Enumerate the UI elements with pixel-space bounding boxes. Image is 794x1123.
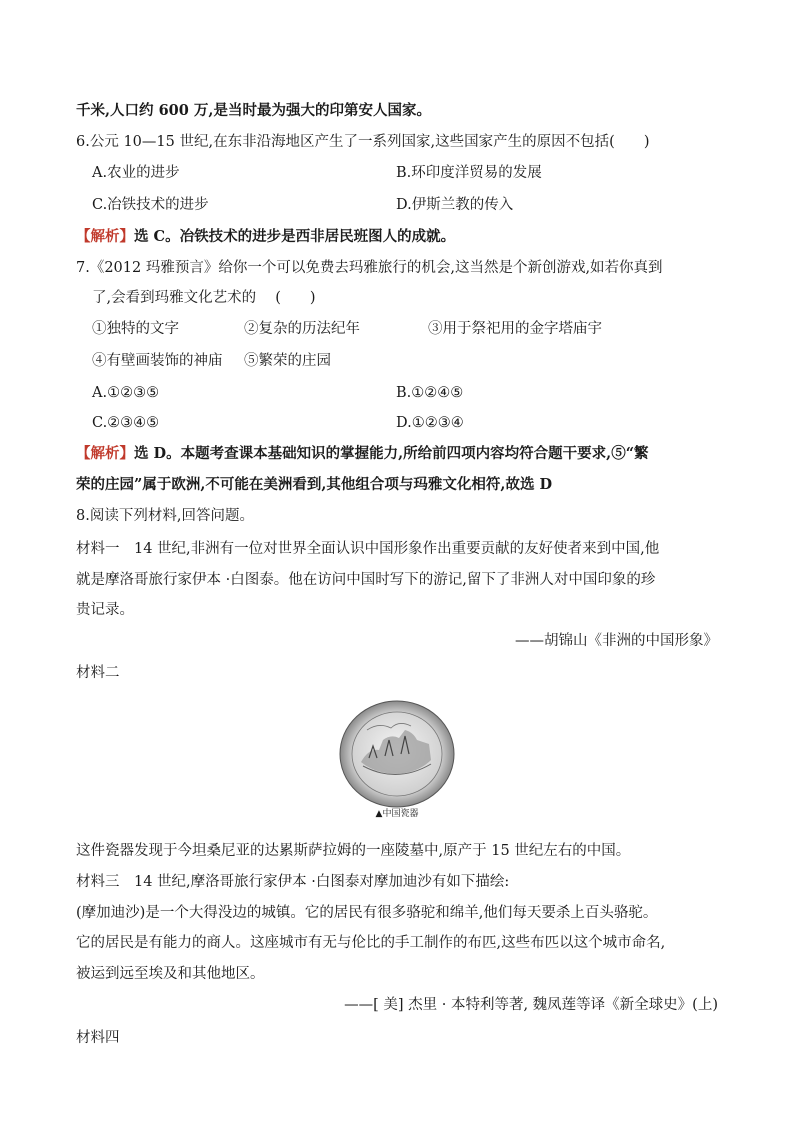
q6-analysis-text: 选 C。冶铁技术的进步是西非居民班图人的成就。 (134, 228, 456, 245)
analysis-tag: 【解析】 (76, 228, 134, 245)
q7-item-1: ①独特的文字 (92, 321, 179, 337)
material-3-line-2: (摩加迪沙)是一个大得没边的城镇。它的居民有很多骆驼和绵羊,他们每天要杀上百头骆驼。 (76, 905, 658, 921)
material-3-line-4: 被运到远至埃及和其他地区。 (76, 966, 265, 982)
question-7-stem-cont: 了,会看到玛雅文化艺术的 ( ) (92, 290, 316, 306)
q7-item-2: ②复杂的历法纪年 (244, 321, 360, 337)
q6-analysis (76, 226, 455, 248)
q7-analysis-text: 选 D。本题考查课本基础知识的掌握能力,所给前四项内容均符合题干要求,⑤“繁 (134, 445, 649, 462)
question-8-stem: 8.阅读下列材料,回答问题。 (76, 508, 254, 524)
q6-option-b: B.环印度洋贸易的发展 (396, 165, 542, 181)
material-3-source: ——[ 美] 杰里 · 本特利等著, 魏凤莲等译《新全球史》(上) (344, 997, 718, 1013)
q7-item-4: ④有壁画装饰的神庙 (92, 353, 223, 369)
material-3-line-3: 它的居民是有能力的商人。这座城市有无与伦比的手工制作的布匹,这些布匹以这个城市命名, (76, 935, 666, 951)
q7-option-d: D.①②③④ (396, 415, 464, 431)
material-2-text: 这件瓷器发现于今坦桑尼亚的达累斯萨拉姆的一座陵墓中,原产于 15 世纪左右的中国。 (76, 843, 631, 859)
continued-line: 千米,人口约 600 万,是当时最为强大的印第安人国家。 (76, 102, 431, 119)
q7-item-5: ⑤繁荣的庄园 (244, 353, 331, 369)
q6-option-d: D.伊斯兰教的传入 (396, 197, 514, 213)
q7-option-a: A.①②③⑤ (92, 385, 160, 401)
analysis-tag: 【解析】 (76, 445, 134, 462)
image-caption: ▲中国瓷器 (375, 809, 419, 819)
material-4-label: 材料四 (76, 1030, 120, 1046)
q6-option-c: C.冶铁技术的进步 (92, 197, 209, 213)
q7-analysis-cont: 荣的庄园”属于欧洲,不可能在美洲看到,其他组合项与玛雅文化相符,故选 D (76, 476, 553, 493)
question-6-stem: 6.公元 10—15 世纪,在东非沿海地区产生了一系列国家,这些国家产生的原因不包括( ) (76, 134, 650, 150)
q6-option-a: A.农业的进步 (92, 165, 180, 181)
q7-analysis (76, 443, 649, 465)
material-2-label: 材料二 (76, 665, 120, 681)
material-1-line-2: 就是摩洛哥旅行家伊本 ·白图泰。他在访问中国时写下的游记,留下了非洲人对中国印象的珍 (76, 572, 656, 588)
material-1-source: ——胡锦山《非洲的中国形象》 (515, 633, 718, 649)
question-7-stem: 7.《2012 玛雅预言》给你一个可以免费去玛雅旅行的机会,这当然是个新创游戏,如若你真到 (76, 260, 663, 276)
q7-option-b: B.①②④⑤ (396, 385, 464, 401)
porcelain-plate-image (339, 700, 455, 808)
q7-option-c: C.②③④⑤ (92, 415, 160, 431)
material-3-line-1: 材料三 14 世纪,摩洛哥旅行家伊本 ·白图泰对摩加迪沙有如下描绘: (76, 874, 510, 890)
material-1-line-3: 贵记录。 (76, 602, 134, 618)
q7-item-3: ③用于祭祀用的金字塔庙宇 (428, 321, 602, 337)
material-1-line-1: 材料一 14 世纪,非洲有一位对世界全面认识中国形象作出重要贡献的友好使者来到中国,他 (76, 541, 660, 557)
